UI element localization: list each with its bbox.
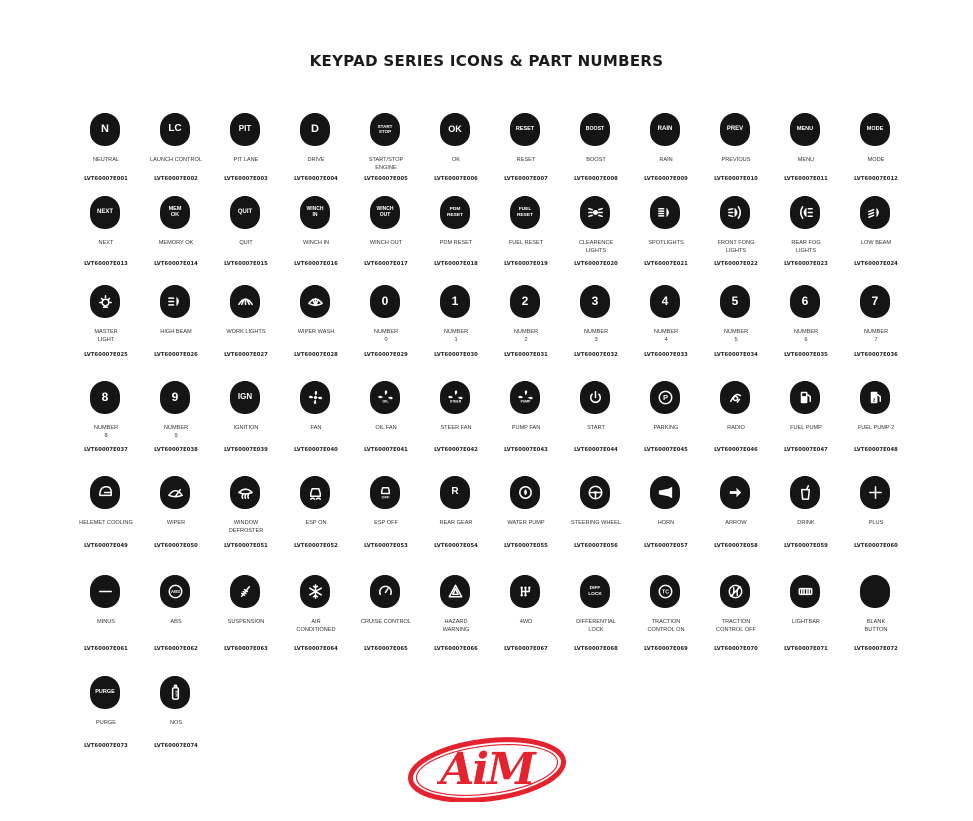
part-number: LVT60007E073 (84, 743, 128, 749)
aim-logo (405, 732, 570, 802)
part-number: LVT60007E042 (434, 447, 478, 453)
part-number: LVT60007E050 (154, 543, 198, 549)
svg-text:ABS: ABS (170, 589, 180, 595)
part-number: LVT60007E067 (504, 646, 548, 652)
master-light-icon (90, 285, 120, 318)
key-legend: 4 (661, 294, 669, 309)
lightbar-icon (790, 575, 820, 608)
abs-icon (160, 575, 190, 608)
part-number: LVT60007E054 (434, 543, 478, 549)
part-number: LVT60007E066 (434, 646, 478, 652)
icon-name: LIGHTBAR (792, 619, 820, 625)
part-number: LVT60007E046 (714, 447, 758, 453)
icon-name: BOOST (586, 157, 606, 163)
icon-name: WINCH OUT (369, 240, 403, 246)
plus-icon (860, 476, 890, 509)
key-legend: 0 (381, 294, 389, 309)
icon-name: WATER PUMP (507, 520, 545, 526)
part-number: LVT60007E035 (784, 352, 828, 358)
gear-shift-icon (510, 575, 540, 608)
fuel-pump-icon (790, 381, 820, 414)
part-number: LVT60007E006 (434, 176, 478, 182)
keypad-button-label (440, 113, 470, 146)
svg-text:2: 2 (872, 398, 875, 404)
keypad-button-label (90, 381, 120, 414)
icon-name: DIFFERENTIAL LOCK (576, 619, 616, 633)
key-legend: MENU (796, 125, 814, 132)
keypad-button-label (510, 196, 540, 229)
icon-name: START (587, 425, 605, 431)
key-legend: OK (448, 123, 462, 134)
keypad-button-label (230, 196, 260, 229)
part-number: LVT60007E030 (434, 352, 478, 358)
spotlights-icon (650, 196, 680, 229)
icon-name: NUMBER 4 (653, 329, 679, 343)
icon-name: NUMBER 0 (373, 329, 399, 343)
part-number: LVT60007E062 (154, 646, 198, 652)
key-legend: D (311, 122, 319, 135)
clearance-lights-icon (580, 196, 610, 229)
part-number: LVT60007E071 (784, 646, 828, 652)
part-number: LVT60007E058 (714, 543, 758, 549)
part-number: LVT60007E007 (504, 176, 548, 182)
snowflake-icon (300, 575, 330, 608)
keypad-button-label (300, 113, 330, 146)
part-number: LVT60007E043 (504, 447, 548, 453)
part-number: LVT60007E068 (574, 646, 618, 652)
icon-name: MINUS (96, 619, 116, 625)
icon-name: NEUTRAL (92, 157, 120, 163)
icon-name: WINCH IN (302, 240, 330, 246)
steer-fan-icon (440, 381, 470, 414)
part-number: LVT60007E039 (224, 447, 268, 453)
icon-name: BLANK BUTTON (864, 619, 888, 633)
part-number: LVT60007E048 (854, 447, 898, 453)
part-number: LVT60007E004 (294, 176, 338, 182)
icon-name: STEER FAN (440, 425, 472, 431)
keypad-button-label (230, 113, 260, 146)
svg-text:OFF: OFF (381, 494, 389, 500)
icon-name: OIL FAN (375, 425, 397, 431)
part-number: LVT60007E070 (714, 646, 758, 652)
part-number: LVT60007E022 (714, 261, 758, 267)
icon-name: SPOTLIGHTS (648, 240, 684, 246)
key-legend: 9 (171, 390, 179, 405)
icon-name: NUMBER 7 (863, 329, 889, 343)
part-number: LVT60007E033 (644, 352, 688, 358)
part-number: LVT60007E015 (224, 261, 268, 267)
icon-name: OK (451, 157, 461, 163)
part-number: LVT60007E051 (224, 543, 268, 549)
icon-name: CRUISE CONTROL (360, 619, 412, 625)
icon-name: RESET (516, 157, 536, 163)
keypad-button-label (650, 285, 680, 318)
key-legend: PURGE (95, 688, 115, 695)
part-number: LVT60007E074 (154, 743, 198, 749)
icon-name: NUMBER 9 (163, 425, 189, 439)
key-legend: 2 (521, 294, 529, 309)
radio-icon (720, 381, 750, 414)
keypad-button-label (790, 113, 820, 146)
icon-name: PREVIOUS (721, 157, 751, 163)
nos-icon (160, 676, 190, 709)
key-legend: FUEL RESET (517, 207, 533, 218)
icon-name: PLUS (868, 520, 884, 526)
key-legend: WINCH IN (306, 206, 324, 218)
key-legend: START STOP (377, 123, 393, 134)
keypad-button-label (510, 113, 540, 146)
icon-name: HELEMET COOLING (79, 520, 133, 526)
key-legend: 8 (101, 390, 109, 405)
traction-off-icon (720, 575, 750, 608)
key-legend: RESET (515, 125, 535, 132)
icon-name: FRONT FONG LIGHTS (717, 240, 755, 254)
page-title: KEYPAD SERIES ICONS & PART NUMBERS (309, 52, 664, 70)
part-number: LVT60007E072 (854, 646, 898, 652)
icon-name: REAR GEAR (439, 520, 473, 526)
icon-name: AIR CONDITIONED (296, 619, 336, 633)
keypad-button-label (440, 476, 470, 509)
keypad-button-label (90, 196, 120, 229)
keypad-button-label (160, 381, 190, 414)
key-legend: QUIT (237, 209, 253, 216)
icon-name: WORK LIGHTS (226, 329, 266, 335)
keypad-button-label (300, 196, 330, 229)
icon-name: ARROW (725, 520, 747, 526)
part-number: LVT60007E017 (364, 261, 408, 267)
key-legend: MEM OK (168, 205, 182, 218)
part-number: LVT60007E020 (574, 261, 618, 267)
horn-icon (650, 476, 680, 509)
icon-name: MODE (867, 157, 885, 163)
rear-fog-icon (790, 196, 820, 229)
keypad-button-label (370, 113, 400, 146)
icon-name: MENU (797, 157, 815, 163)
svg-text:NOS: NOS (173, 690, 178, 697)
icon-name: FUEL RESET (508, 240, 544, 246)
icon-name: WIPER (166, 520, 186, 526)
icon-name: MASTER LIGHT (94, 329, 118, 343)
key-legend: BOOST (585, 125, 605, 132)
part-number: LVT60007E055 (504, 543, 548, 549)
icon-name: FUEL PUMP (790, 425, 822, 431)
esp-on-icon (300, 476, 330, 509)
part-number: LVT60007E044 (574, 447, 618, 453)
svg-text:AiM: AiM (440, 744, 534, 795)
water-pump-icon (510, 476, 540, 509)
oil-fan-icon (370, 381, 400, 414)
icon-name: REAR FOG LIGHTS (791, 240, 821, 254)
part-number: LVT60007E069 (644, 646, 688, 652)
key-legend: 1 (451, 294, 459, 309)
icon-name: PIT LANE (233, 157, 259, 163)
keypad-button-label (230, 381, 260, 414)
hazard-icon (440, 575, 470, 608)
part-number: LVT60007E019 (504, 261, 548, 267)
key-legend: MODE (866, 125, 884, 132)
low-beam-icon (860, 196, 890, 229)
icon-name: DRINK (797, 520, 815, 526)
part-number: LVT60007E056 (574, 543, 618, 549)
key-legend: DIFF LOCK (588, 586, 602, 597)
icon-name: ESP OFF (374, 520, 398, 526)
icon-name: NEXT (98, 240, 114, 246)
icon-name: NOS (169, 720, 183, 726)
keypad-button-label (510, 285, 540, 318)
part-number: LVT60007E053 (364, 543, 408, 549)
high-beam-icon (160, 285, 190, 318)
icon-name: MEMORY OK (158, 240, 194, 246)
icon-name: SUSPENSION (227, 619, 265, 625)
keypad-button-label (440, 285, 470, 318)
part-number: LVT60007E029 (364, 352, 408, 358)
icon-name: DRIVE (307, 157, 325, 163)
pump-fan-icon (510, 381, 540, 414)
part-number: LVT60007E027 (224, 352, 268, 358)
part-number: LVT60007E045 (644, 447, 688, 453)
part-number: LVT60007E005 (364, 176, 408, 182)
part-number: LVT60007E052 (294, 543, 338, 549)
steering-wheel-icon (580, 476, 610, 509)
icon-name: WINDOW DEFROSTER (228, 520, 264, 534)
part-number: LVT60007E063 (224, 646, 268, 652)
part-number: LVT60007E041 (364, 447, 408, 453)
icon-name: ESP ON (305, 520, 327, 526)
part-number: LVT60007E018 (434, 261, 478, 267)
key-legend: NEXT (96, 209, 113, 216)
part-number: LVT60007E064 (294, 646, 338, 652)
front-fog-icon (720, 196, 750, 229)
suspension-icon (230, 575, 260, 608)
icon-name: FUEL PUMP 2 (857, 425, 895, 431)
icon-name: NUMBER 5 (723, 329, 749, 343)
key-legend: 7 (871, 294, 879, 309)
part-number: LVT60007E024 (854, 261, 898, 267)
part-number: LVT60007E040 (294, 447, 338, 453)
arrow-icon (720, 476, 750, 509)
part-number: LVT60007E001 (84, 176, 128, 182)
part-number: LVT60007E061 (84, 646, 128, 652)
fan-icon (300, 381, 330, 414)
part-number: LVT60007E059 (784, 543, 828, 549)
part-number: LVT60007E003 (224, 176, 268, 182)
part-number: LVT60007E031 (504, 352, 548, 358)
keypad-button-label (720, 113, 750, 146)
part-number: LVT60007E049 (84, 543, 128, 549)
icon-name: NUMBER 6 (793, 329, 819, 343)
power-icon (580, 381, 610, 414)
icon-name: LAUNCH CONTROL (150, 157, 202, 163)
keypad-button-label (580, 285, 610, 318)
keypad-button-label (90, 676, 120, 709)
icon-name: PURGE (96, 720, 116, 726)
keypad-button-label (860, 113, 890, 146)
key-legend: LC (168, 123, 182, 135)
keypad-button-label (860, 285, 890, 318)
part-number: LVT60007E057 (644, 543, 688, 549)
icon-name: NUMBER 1 (443, 329, 469, 343)
defroster-icon (230, 476, 260, 509)
icon-name: FAN (310, 425, 322, 431)
icon-name: NUMBER 2 (513, 329, 539, 343)
icon-name: NUMBER 8 (93, 425, 119, 439)
key-legend: WINCH OUT (376, 206, 394, 218)
icon-name: STEERING WHEEL (570, 520, 622, 526)
part-number: LVT60007E014 (154, 261, 198, 267)
icon-name: PDM RESET (439, 240, 473, 246)
keypad-button-label (160, 113, 190, 146)
parking-icon (650, 381, 680, 414)
keypad-button-label (370, 196, 400, 229)
icon-name: IGNITION (233, 425, 259, 431)
part-number: LVT60007E036 (854, 352, 898, 358)
keypad-button-label (160, 196, 190, 229)
icon-name: LOW BEAM (860, 240, 892, 246)
key-legend: 6 (801, 294, 809, 309)
key-legend: R (451, 486, 459, 498)
keypad-button-label (580, 113, 610, 146)
icon-name: CLEARENCE LIGHTS (578, 240, 614, 254)
part-number: LVT60007E010 (714, 176, 758, 182)
key-legend: PREV (726, 126, 744, 133)
traction-on-icon (650, 575, 680, 608)
fuel-pump-2-icon (860, 381, 890, 414)
part-number: LVT60007E032 (574, 352, 618, 358)
svg-text:TC: TC (661, 589, 669, 596)
keypad-button-label (370, 285, 400, 318)
helmet-cooling-icon (90, 476, 120, 509)
icon-name: 4WD (519, 619, 533, 625)
cruise-control-icon (370, 575, 400, 608)
icon-name: HORN (657, 520, 675, 526)
key-legend: PIT (238, 124, 252, 134)
key-legend: 3 (591, 294, 599, 309)
part-number: LVT60007E038 (154, 447, 198, 453)
drink-icon (790, 476, 820, 509)
icon-name: HIGH BEAM (160, 329, 192, 335)
icon-name: TRACTION CONTROL ON (647, 619, 685, 633)
icon-name: RAIN (659, 157, 673, 163)
keypad-button-label (440, 196, 470, 229)
part-number: LVT60007E002 (154, 176, 198, 182)
icon-name: PUMP FAN (511, 425, 541, 431)
icon-name: ABS (170, 619, 182, 625)
part-number: LVT60007E060 (854, 543, 898, 549)
wiper-wash-icon (300, 285, 330, 318)
keypad-button-label (790, 285, 820, 318)
part-number: LVT60007E026 (154, 352, 198, 358)
key-legend: 5 (731, 294, 739, 309)
svg-text:P: P (662, 393, 668, 403)
keypad-button-label (720, 285, 750, 318)
key-legend: PDM RESET (447, 207, 463, 218)
icon-name: PARKING (653, 425, 679, 431)
key-legend: RAIN (657, 126, 673, 133)
svg-text:STEER: STEER (449, 399, 461, 404)
part-number: LVT60007E037 (84, 447, 128, 453)
part-number: LVT60007E012 (854, 176, 898, 182)
work-lights-icon (230, 285, 260, 318)
blank-key (860, 575, 890, 608)
icon-name: TRACTION CONTROL OFF (716, 619, 756, 633)
part-number: LVT60007E013 (84, 261, 128, 267)
part-number: LVT60007E008 (574, 176, 618, 182)
icon-name: START/STOP ENGINE (368, 157, 404, 171)
part-number: LVT60007E011 (784, 176, 828, 182)
esp-off-icon (370, 476, 400, 509)
part-number: LVT60007E028 (294, 352, 338, 358)
icon-name: NUMBER 3 (583, 329, 609, 343)
icon-name: RADIO (727, 425, 745, 431)
minus-icon (90, 575, 120, 608)
wiper-icon (160, 476, 190, 509)
part-number: LVT60007E025 (84, 352, 128, 358)
keypad-button-label (90, 113, 120, 146)
part-number: LVT60007E009 (644, 176, 688, 182)
svg-text:PUMP: PUMP (520, 399, 530, 404)
icon-name: QUIT (239, 240, 253, 246)
part-number: LVT60007E023 (784, 261, 828, 267)
icon-name: HAZARD WARNING (442, 619, 470, 633)
part-number: LVT60007E065 (364, 646, 408, 652)
part-number: LVT60007E021 (644, 261, 688, 267)
icon-name: WIPER WASH (297, 329, 335, 335)
key-legend: N (101, 122, 109, 135)
part-number: LVT60007E016 (294, 261, 338, 267)
keypad-button-label (650, 113, 680, 146)
svg-text:OIL: OIL (381, 399, 389, 404)
part-number: LVT60007E034 (714, 352, 758, 358)
part-number: LVT60007E047 (784, 447, 828, 453)
keypad-button-label (580, 575, 610, 608)
key-legend: IGN (237, 392, 253, 402)
